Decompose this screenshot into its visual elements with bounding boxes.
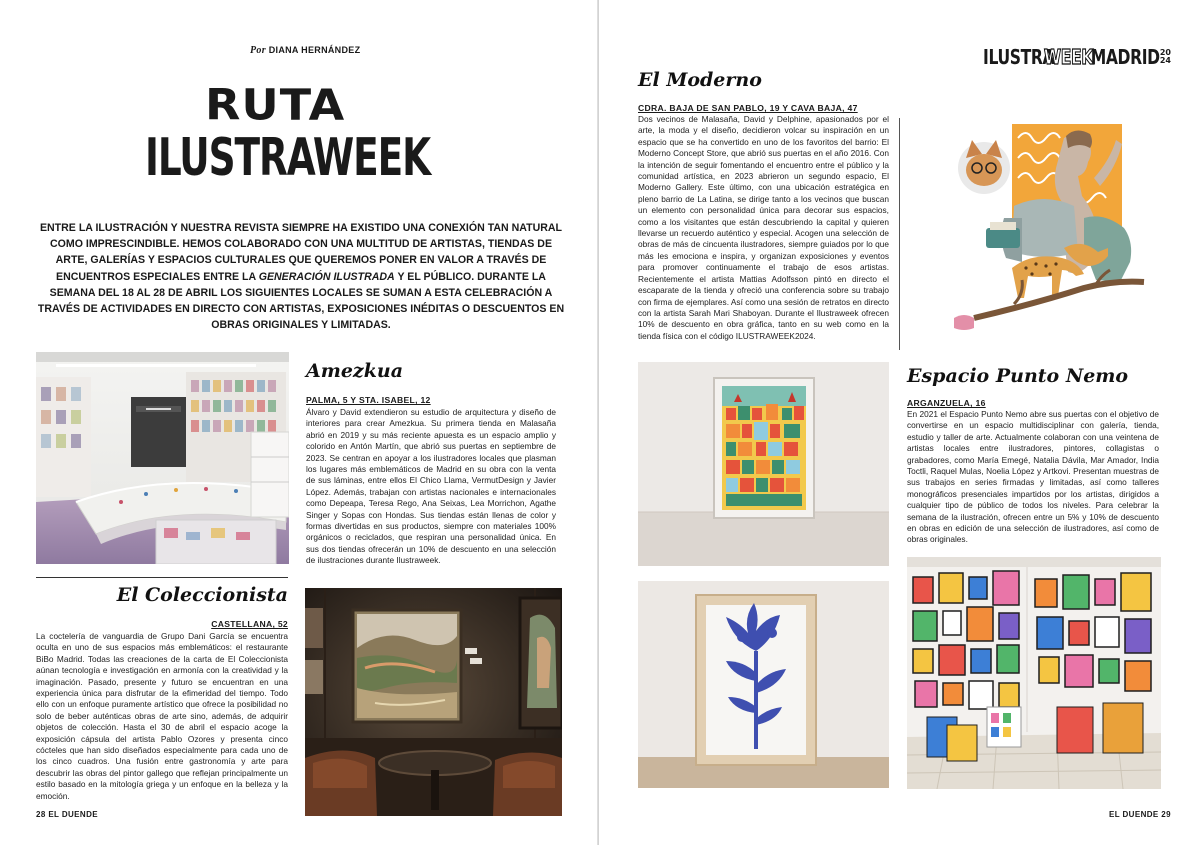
logo-year-top: 20 bbox=[1159, 48, 1171, 57]
intro-paragraph bbox=[36, 220, 566, 333]
coleccionista-title: El Coleccionista bbox=[116, 584, 288, 606]
byline bbox=[250, 45, 360, 56]
byline-author: DIANA HERNÁNDEZ bbox=[268, 45, 361, 55]
nemo-title: Espacio Punto Nemo bbox=[907, 365, 1129, 387]
nemo-body: En 2021 el Espacio Punto Nemo abre sus puertas con el objetivo de convertirse en un espacio multidisciplinar con galería, tienda, estudio y taller de arte. Actualmente colaboran con una veintena de artistas locales entre ilustradores, pintores, collagistas o grabadores, como María Emegé, Natalia Dávila, Mar Amador, India Toctli, Raquel Mulas, Noelia López y Artkovi. Presentan muestras de sus trabajos en series firmadas y limitadas, así como talleres monográficos presenciales impartidos por los artistas, dirigidos a cualquier tipo de público de todos los niveles. Para celebrar la semana de la ilustración, ofrecen entre un 5% y 10% de descuento en obras en edición de una selección de ilustradores, así como de obras originales. bbox=[907, 409, 1159, 545]
collage-illustration bbox=[954, 118, 1154, 340]
right-page bbox=[599, 0, 1197, 845]
intro-emphasis: GENERACIÓN ILUSTRADA bbox=[258, 270, 395, 283]
moderno-title: El Moderno bbox=[638, 69, 762, 91]
nemo-address: ARGANZUELA, 16 bbox=[907, 398, 986, 408]
amezkua-address: PALMA, 5 Y STA. ISABEL, 12 bbox=[306, 395, 431, 405]
moderno-body: Dos vecinos de Malasaña, David y Delphine, apasionados por el arte, la moda y el diseño, decidieron volcar su inspiración en un espacio que se ha convertido en uno de los favoritos del barrio: El Moderno Concept Store, que abrió sus puertas en el año 2016. Con la intención de seguir fomentando el encuentro entre el público y la comunidad artística, en 2023 abrieron un segundo espacio, El Moderno Gallery. Este último, con una ubicación estratégica en pleno barrio de La Latina, se dirige tanto a los vecinos que buscan un elemento con personalidad única para decorar sus espacios, como a los visitantes que están descubriendo la capital y quieren llevarse un recuerdo auténtico y especial. Acogen una selección de obras de más de cincuenta ilustradores, siempre guiados por lo que más les emociona e inspira, y organizan exposiciones y eventos para promover continuamente el trabajo de esos artistas. Recientemente el artista Mattias Adolfsson pintó en directo el escaparate de la tienda y ofreció una conferencia sobre su trabajo con firma de ejemplares. Así como una sesión de retratos en directo con la artista Sarah Mari Shaboyan. Durante el Ilustraweek ofrecen 10% de descuento en obra gráfica, tanto en su web como en la tienda física con el código ILUSTRAWEEK2024. bbox=[638, 114, 889, 341]
intro-part-2: Y EL PÚBLICO. DURANTE LA SEMANA DEL 18 AL 28 DE ABRIL LOS SIGUIENTES LOCALES SE SUMAN A ESTA CELEBRACIÓN A TRAVÉS DE ACTIVIDADES EN DIRECTO CON ARTISTAS, EXPOSICIONES INÉDITAS O DESCUENTOS EN OBRAS ORIGINALES Y LIMITADAS. bbox=[37, 270, 565, 332]
column-divider bbox=[899, 118, 900, 350]
logo-part-3: MADRID bbox=[1091, 45, 1161, 69]
intro-part-1: ENTRE LA ILUSTRACIÓN Y NUESTRA REVISTA SIEMPRE HA EXISTIDO UNA CONEXIÓN TAN NATURAL COMO IMPRESCINDIBLE. HEMOS COLABORADO CON UNA MULTITUD DE ARTISTAS, TIENDAS DE ARTE, GALERÍAS Y ESPACIOS CULTURALES QUE QUEREMOS PONER EN VALOR A TRAVÉS DE ENCUENTROS ESPECIALES ENTRE LA bbox=[39, 222, 563, 283]
left-page-footer: 28 EL DUENDE bbox=[36, 810, 99, 819]
amezkua-photo bbox=[36, 352, 289, 564]
moderno-address: CDRA. BAJA DE SAN PABLO, 19 Y CAVA BAJA, 47 bbox=[638, 103, 858, 113]
nemo-gallery-photo bbox=[907, 557, 1161, 789]
logo-year bbox=[1160, 49, 1171, 65]
headline-line-2: ILUSTRAWEEK bbox=[145, 128, 431, 188]
amezkua-body: Álvaro y David extendieron su estudio de arquitectura y diseño de interiores para crear Amezkua. Su primera tienda en Malasaña abrió en 2019 y su más reciente apuesta es un espacio amplio y colorido en Antón Martín, que abrió sus puertas en septiembre de 2023. Se centran en apoyar a los ilustradores locales que plasman los lugares más emblemáticos de Madrid en su obra con la venta de sus láminas, entre ellos El Chico Llama, VermutDesign y Javier López. Además, trabajan con artistas nacionales e internacionales como Depeapa, Teresa Rego, Ana Seixas, Lea Morrichon, Agathe Singer y Sopas con Hondas. Sus tiendas están llenas de color y formas divertidas en sus productos, siempre con materiales 100% orgánicos o reciclados, que respiran una personalidad única. En sus dos tiendas ofrecerán un 10% de descuento en una selección de ilustraciones durante Ilustraweek. bbox=[306, 407, 556, 566]
headline-line-1: RUTA bbox=[205, 80, 346, 130]
right-page-footer: EL DUENDE 29 bbox=[1108, 810, 1171, 819]
section-divider bbox=[36, 577, 288, 578]
logo-part-1: ILUSTRA bbox=[983, 45, 1055, 69]
byline-prefix: Por bbox=[250, 45, 266, 56]
logo-part-2: WEEK bbox=[1043, 45, 1093, 69]
left-page bbox=[0, 0, 598, 845]
coleccionista-body: La coctelería de vanguardia de Grupo Dani García se encuentra oculta en uno de sus espacios más emblemáticos: el restaurante BiBo Madrid. Todas las creaciones de la carta de El Coleccionista aúnan tecnología e investigación en armonía con la creatividad y la imaginación. Pasado, presente y futuro se encuentran en una experiencia única para disfrutar de la efimeridad del tiempo. Todo ello con un enfoque puramente artístico que ofrece la posibilidad no solo de beber auténticas obras de arte sino, además, de adquirir objetos de colección. Hasta el 30 de abril el espacio acoge la exposición cápsula del artista Pablo Ozores y presenta cinco cócteles que han sido diseñados especialmente para cada uno de los cinco cuadros. Una fusión entre gastronomía y arte para descubrir las obras del pintor gallego que reflejan principalmente un estilo basado en la mitología griega y un enfoque en la belleza y la emoción. bbox=[36, 631, 288, 801]
coleccionista-photo bbox=[305, 588, 562, 816]
flower-print-photo bbox=[638, 581, 889, 788]
ilustraweek-logo bbox=[963, 45, 1171, 69]
logo-year-bottom: 24 bbox=[1159, 56, 1171, 65]
city-print-photo bbox=[638, 362, 889, 566]
coleccionista-address: CASTELLANA, 52 bbox=[211, 619, 288, 629]
amezkua-title: Amezkua bbox=[306, 360, 404, 382]
